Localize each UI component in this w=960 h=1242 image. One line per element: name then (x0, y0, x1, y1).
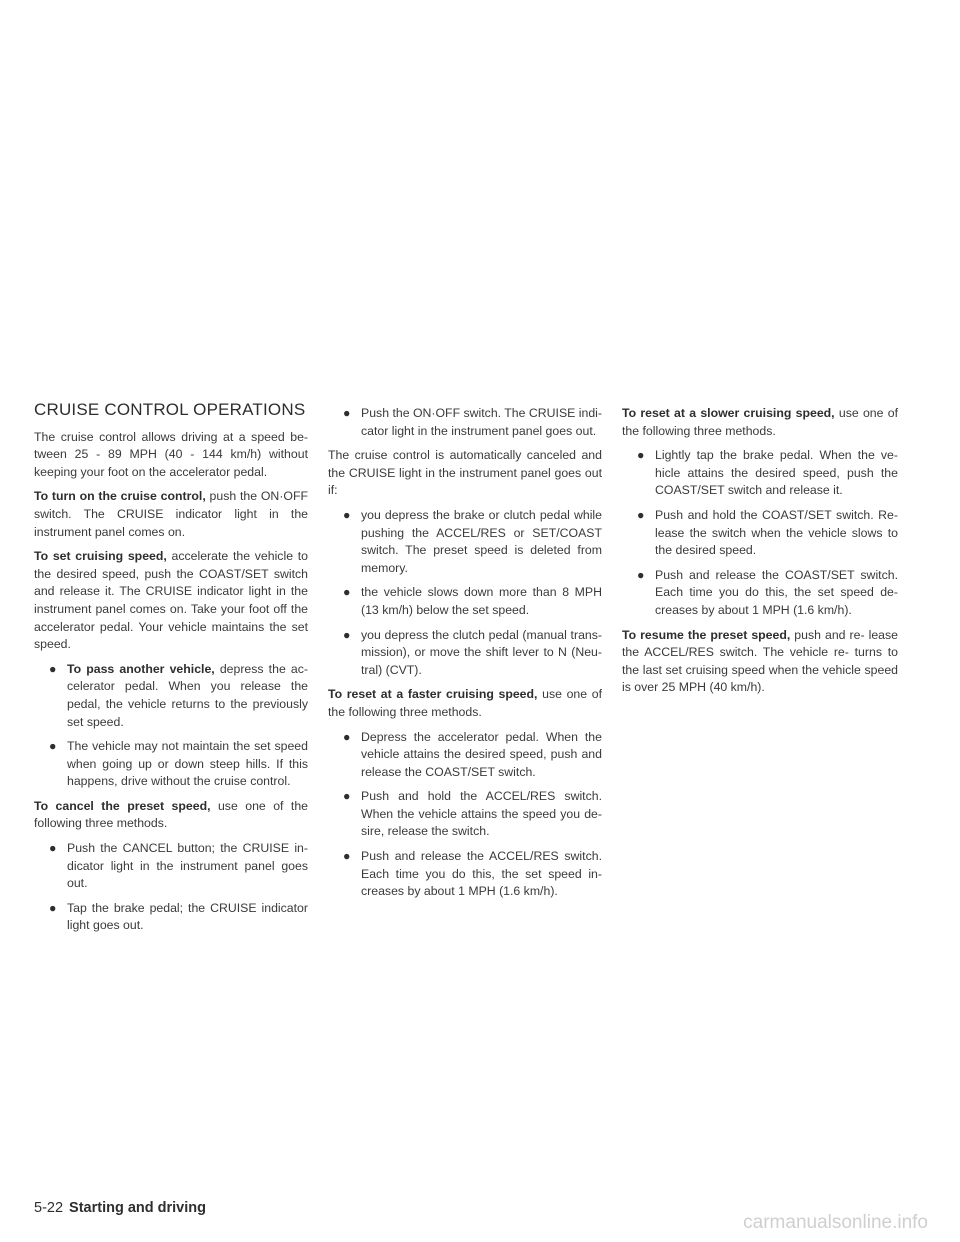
bullet-icon: ● (343, 406, 351, 420)
intro-paragraph: The cruise control allows driving at a speed be- tween 25 - 89 MPH (40 - 144 km/h) without keeping your foot on the accelerator pedal. (34, 429, 308, 479)
resume-text: push and re- lease the ACCEL/RES switch. The vehicle re- turns to the last set cruising speed when the vehicle speed is over 25 MPH (40 km/h). (622, 627, 898, 695)
list-item-text: Lightly tap the brake pedal. When the ve- hicle attains the desired speed, push the COAST/SET switch and release it. (655, 448, 898, 498)
list-item-text: you depress the clutch pedal (manual trans- mission), or move the shift lever to N (Neu- tral) (CVT). (361, 627, 602, 677)
column-2 (328, 405, 602, 908)
slower-text: use one of the following three methods. (622, 406, 898, 438)
list-item-text: Push and hold the COAST/SET switch. Re- lease the switch when the vehicle slows to the desired speed. (655, 507, 898, 558)
resume-lead: To resume the preset speed, (622, 627, 791, 642)
bullet-icon: ● (343, 729, 351, 744)
watermark: carmanualsonline.info (743, 1212, 928, 1233)
bullet-icon: ● (49, 739, 57, 754)
list-item (34, 900, 308, 935)
list-item (34, 738, 308, 791)
bullet-icon: ● (637, 448, 645, 463)
set-speed-list (34, 661, 308, 791)
bullet-icon: ● (343, 585, 351, 600)
list-item (328, 729, 602, 782)
chapter-title: Starting and driving (69, 1200, 206, 1216)
list-item-text: Push and release the COAST/SET switch. Each time you do this, the set speed de- creases by about 1 MPH (1.6 km/h). (655, 567, 898, 617)
faster-text: use one of the following three methods. (328, 687, 602, 719)
turn-on-text: push the ON·OFF switch. The CRUISE indicator light in the instrument panel comes on. (34, 489, 309, 539)
list-item (622, 567, 898, 620)
list-item (328, 788, 602, 841)
faster-list (328, 729, 602, 901)
bullet-icon: ● (49, 841, 57, 856)
set-speed-paragraph (34, 548, 308, 654)
list-item (622, 447, 898, 500)
column-3 (622, 405, 898, 704)
list-item (328, 848, 602, 901)
bullet-icon: ● (49, 900, 57, 915)
slower-lead: To reset at a slower cruising speed, (622, 406, 835, 420)
bullet-icon: ● (49, 661, 57, 676)
cancel-list-continued (328, 405, 602, 440)
list-item (328, 584, 602, 619)
list-item (328, 507, 602, 577)
turn-on-paragraph (34, 488, 308, 541)
cancel-list (34, 840, 308, 935)
list-item-text: Depress the accelerator pedal. When the vehicle attains the desired speed, push and release the COAST/SET switch. (361, 729, 602, 779)
set-speed-lead: To set cruising speed, (34, 549, 167, 564)
faster-lead: To reset at a faster cruising speed, (328, 687, 538, 702)
bullet-icon: ● (343, 507, 351, 522)
list-item (328, 405, 602, 440)
list-item-text: Tap the brake pedal; the CRUISE indicator light goes out. (67, 900, 308, 933)
list-item (622, 507, 898, 560)
slower-list (622, 447, 898, 619)
list-item-text: you depress the brake or clutch pedal while pushing the ACCEL/RES or SET/COAST switch. The preset speed is deleted from memory. (361, 507, 602, 575)
list-item-text: Push and release the ACCEL/RES switch. Each time you do this, the set speed in- creases by about 1 MPH (1.6 km/h). (361, 849, 602, 899)
column-1 (34, 401, 308, 942)
list-item-text: the vehicle slows down more than 8 MPH (13 km/h) below the set speed. (361, 585, 602, 617)
pass-vehicle-lead: To pass another vehicle, (67, 661, 215, 676)
list-item-text: Push and hold the ACCEL/RES switch. When the vehicle attains the speed you de- sire, release the switch. (361, 789, 602, 839)
bullet-icon: ● (343, 627, 351, 642)
list-item (328, 627, 602, 680)
list-item-text: Push the CANCEL button; the CRUISE in- dicator light in the instrument panel goes out. (67, 841, 308, 891)
bullet-icon: ● (637, 507, 645, 522)
cancel-text: use one of the following three methods. (34, 798, 309, 831)
cancel-lead: To cancel the preset speed, (34, 798, 211, 813)
set-speed-text: accelerate the vehicle to the desired speed, push the COAST/SET switch and release it. The CRUISE indicator light in the instrument panel comes on. Take your foot off the accelerator pedal. Your vehicle maintains the set speed. (34, 549, 308, 652)
bullet-icon: ● (343, 789, 351, 804)
faster-paragraph (328, 686, 602, 721)
page-number: 5-22 (34, 1200, 64, 1216)
auto-cancel-list (328, 507, 602, 679)
list-item (34, 840, 308, 893)
list-item (34, 661, 308, 731)
list-item-text: depress the ac- celerator pedal. When you release the pedal, the vehicle returns to the previously set speed. (67, 661, 308, 729)
auto-cancel-paragraph: The cruise control is automatically canceled and the CRUISE light in the instrument panel goes out if: (328, 448, 602, 498)
list-item-text: The vehicle may not maintain the set speed when going up or down steep hills. If this happens, drive without the cruise control. (67, 739, 308, 789)
section-title: CRUISE CONTROL OPERATIONS (34, 400, 306, 419)
bullet-icon: ● (637, 567, 645, 582)
page-footer (34, 1200, 206, 1216)
bullet-icon: ● (343, 849, 351, 864)
cancel-paragraph (34, 798, 308, 833)
turn-on-lead: To turn on the cruise control, (34, 489, 206, 504)
resume-paragraph (622, 627, 898, 697)
slower-paragraph (622, 405, 898, 440)
list-item-text: Push the ON·OFF switch. The CRUISE indi- cator light in the instrument panel goes out. (361, 406, 602, 438)
